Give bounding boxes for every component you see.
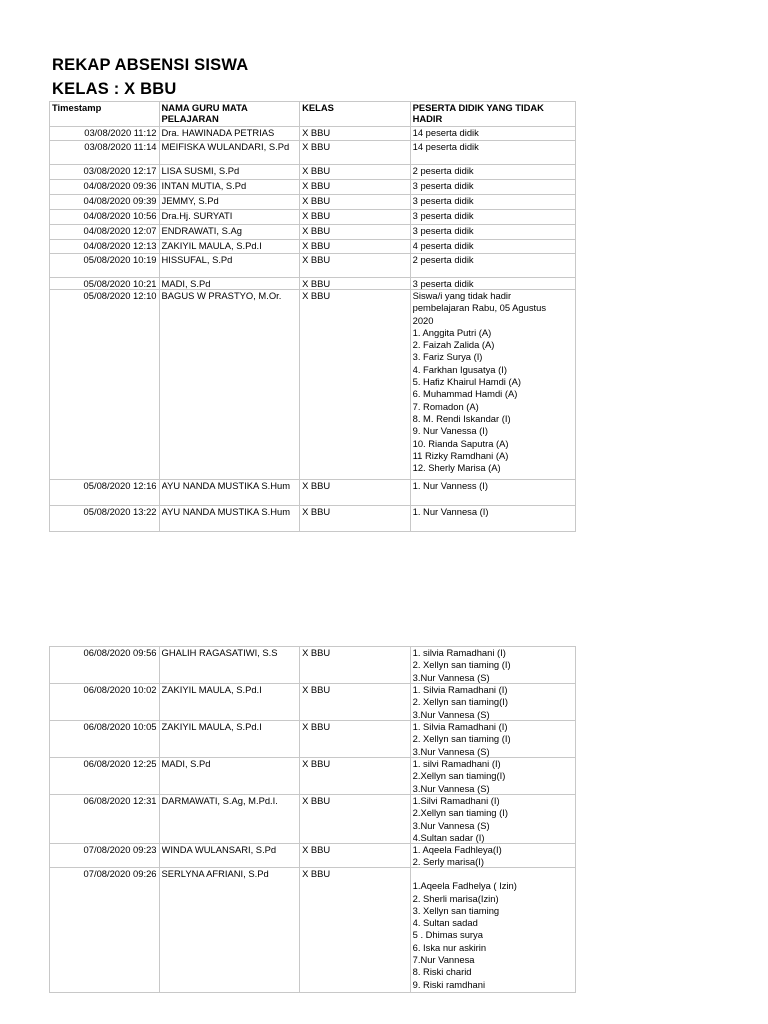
absent-students-cell: 2 peserta didik — [410, 165, 575, 180]
class-cell: X BBU — [300, 844, 411, 868]
absent-students-cell: 3 peserta didik — [410, 225, 575, 240]
absent-students-cell: 2 peserta didik — [410, 254, 575, 278]
class-cell: X BBU — [300, 480, 411, 506]
absent-students-cell: 14 peserta didik — [410, 141, 575, 165]
class-cell: X BBU — [300, 647, 411, 684]
timestamp-cell: 07/08/2020 09:26 — [50, 868, 160, 993]
class-cell: X BBU — [300, 506, 411, 532]
absent-students-cell: Siswa/i yang tidak hadir pembelajaran Rabu, 05 Agustus 2020 1. Anggita Putri (A) 2. Faizah Zalida (A) 3. Fariz Surya (I) 4. Farkhan Igusatya (I) 5. Hafiz Khairul Hamdi (A) 6. Muhammad Hamdi (A) 7. Romadon (A) 8. M. Rendi Iskandar (I) 9. Nur Vanessa (I) 10. Rianda Saputra (A) 11 Rizky Ramdhani (A) 12. Sherly Marisa (A) — [410, 290, 575, 480]
class-cell: X BBU — [300, 165, 411, 180]
teacher-cell: ZAKIYIL MAULA, S.Pd.I — [159, 240, 300, 254]
teacher-cell: Dra.Hj. SURYATI — [159, 210, 300, 225]
timestamp-cell: 06/08/2020 09:56 — [50, 647, 160, 684]
absent-students-cell: 1. silvi Ramadhani (I) 2.Xellyn san tiaming(I) 3.Nur Vannesa (S) — [410, 758, 575, 795]
timestamp-cell: 06/08/2020 12:31 — [50, 795, 160, 844]
teacher-cell: ENDRAWATI, S.Ag — [159, 225, 300, 240]
absent-students-cell: 1. Nur Vanness (I) — [410, 480, 575, 506]
class-cell: X BBU — [300, 127, 411, 141]
table-row — [50, 506, 576, 532]
table-row — [50, 795, 576, 844]
absent-students-cell: 1. Aqeela Fadhleya(I) 2. Serly marisa(I) — [410, 844, 575, 868]
absent-students-cell: 1.Silvi Ramadhani (I) 2.Xellyn san tiaming (I) 3.Nur Vannesa (S) 4.Sultan sadar (I) — [410, 795, 575, 844]
absent-students-cell: 3 peserta didik — [410, 195, 575, 210]
teacher-cell: Dra. HAWINADA PETRIAS — [159, 127, 300, 141]
absent-students-cell: 1. Silvia Ramadhani (I) 2. Xellyn san tiaming (I) 3.Nur Vannesa (S) — [410, 721, 575, 758]
class-cell: X BBU — [300, 684, 411, 721]
teacher-cell: SERLYNA AFRIANI, S.Pd — [159, 868, 300, 993]
absent-students-cell: 1.Aqeela Fadhelya ( Izin) 2. Sherli marisa(Izin) 3. Xellyn san tiaming 4. Sultan sadad 5 . Dhimas surya 6. Iska nur askirin 7.Nur Vannesa 8. Riski charid 9. Riski ramdhani — [410, 868, 575, 993]
teacher-cell: HISSUFAL, S.Pd — [159, 254, 300, 278]
timestamp-cell: 04/08/2020 09:39 — [50, 195, 160, 210]
absent-students-cell: 4 peserta didik — [410, 240, 575, 254]
timestamp-cell: 04/08/2020 10:56 — [50, 210, 160, 225]
teacher-cell: GHALIH RAGASATIWI, S.S — [159, 647, 300, 684]
table-row — [50, 278, 576, 290]
class-cell: X BBU — [300, 290, 411, 480]
timestamp-cell: 06/08/2020 10:05 — [50, 721, 160, 758]
timestamp-cell: 03/08/2020 11:14 — [50, 141, 160, 165]
class-label: KELAS : X BBU — [52, 80, 177, 98]
class-cell: X BBU — [300, 795, 411, 844]
timestamp-cell: 03/08/2020 11:12 — [50, 127, 160, 141]
timestamp-cell: 04/08/2020 09:36 — [50, 180, 160, 195]
timestamp-cell: 04/08/2020 12:13 — [50, 240, 160, 254]
table-row — [50, 721, 576, 758]
timestamp-cell: 03/08/2020 12:17 — [50, 165, 160, 180]
timestamp-cell: 04/08/2020 12:07 — [50, 225, 160, 240]
class-cell: X BBU — [300, 254, 411, 278]
class-cell: X BBU — [300, 210, 411, 225]
class-cell: X BBU — [300, 868, 411, 993]
absent-students-cell: 3 peserta didik — [410, 180, 575, 195]
class-cell: X BBU — [300, 180, 411, 195]
timestamp-cell: 05/08/2020 13:22 — [50, 506, 160, 532]
header-timestamp: Timestamp — [50, 102, 160, 127]
table-row — [50, 127, 576, 141]
class-cell: X BBU — [300, 758, 411, 795]
class-cell: X BBU — [300, 225, 411, 240]
table-row — [50, 165, 576, 180]
teacher-cell: MADI, S.Pd — [159, 278, 300, 290]
absent-students-cell: 3 peserta didik — [410, 210, 575, 225]
header-teacher: NAMA GURU MATA PELAJARAN — [159, 102, 300, 127]
table-row — [50, 195, 576, 210]
timestamp-cell: 07/08/2020 09:23 — [50, 844, 160, 868]
report-title: REKAP ABSENSI SISWA — [52, 56, 249, 74]
teacher-cell: AYU NANDA MUSTIKA S.Hum — [159, 506, 300, 532]
absent-students-cell: 3 peserta didik — [410, 278, 575, 290]
table-body-page-1 — [50, 127, 576, 532]
teacher-cell: DARMAWATI, S.Ag, M.Pd.I. — [159, 795, 300, 844]
table-row — [50, 684, 576, 721]
table-row — [50, 647, 576, 684]
teacher-cell: WINDA WULANSARI, S.Pd — [159, 844, 300, 868]
absent-students-cell: 1. Nur Vannesa (I) — [410, 506, 575, 532]
table-row — [50, 210, 576, 225]
teacher-cell: ZAKIYIL MAULA, S.Pd.I — [159, 721, 300, 758]
teacher-cell: MADI, S.Pd — [159, 758, 300, 795]
class-cell: X BBU — [300, 240, 411, 254]
attendance-table-page-1 — [49, 101, 576, 532]
class-cell: X BBU — [300, 195, 411, 210]
teacher-cell: LISA SUSMI, S.Pd — [159, 165, 300, 180]
timestamp-cell: 05/08/2020 10:19 — [50, 254, 160, 278]
table-row — [50, 844, 576, 868]
class-cell: X BBU — [300, 141, 411, 165]
absent-students-cell: 1. Silvia Ramadhani (I) 2. Xellyn san tiaming(I) 3.Nur Vannesa (S) — [410, 684, 575, 721]
class-cell: X BBU — [300, 278, 411, 290]
table-row — [50, 254, 576, 278]
timestamp-cell: 06/08/2020 12:25 — [50, 758, 160, 795]
timestamp-cell: 05/08/2020 12:10 — [50, 290, 160, 480]
teacher-cell: AYU NANDA MUSTIKA S.Hum — [159, 480, 300, 506]
table-row — [50, 180, 576, 195]
teacher-cell: MEIFISKA WULANDARI, S.Pd — [159, 141, 300, 165]
table-row — [50, 141, 576, 165]
teacher-cell: JEMMY, S.Pd — [159, 195, 300, 210]
table-header-row — [50, 102, 576, 127]
header-class: KELAS — [300, 102, 411, 127]
table-row — [50, 290, 576, 480]
teacher-cell: INTAN MUTIA, S.Pd — [159, 180, 300, 195]
attendance-table-page-2 — [49, 646, 576, 993]
timestamp-cell: 05/08/2020 10:21 — [50, 278, 160, 290]
table-row — [50, 480, 576, 506]
absent-students-cell: 14 peserta didik — [410, 127, 575, 141]
class-cell: X BBU — [300, 721, 411, 758]
absent-students-cell: 1. silvia Ramadhani (I) 2. Xellyn san tiaming (I) 3.Nur Vannesa (S) — [410, 647, 575, 684]
teacher-cell: BAGUS W PRASTYO, M.Or. — [159, 290, 300, 480]
table-row — [50, 240, 576, 254]
header-absent-students: PESERTA DIDIK YANG TIDAK HADIR — [410, 102, 575, 127]
teacher-cell: ZAKIYIL MAULA, S.Pd.I — [159, 684, 300, 721]
timestamp-cell: 05/08/2020 12:16 — [50, 480, 160, 506]
table-row — [50, 225, 576, 240]
table-row — [50, 868, 576, 993]
table-row — [50, 758, 576, 795]
table-body-page-2 — [50, 647, 576, 993]
timestamp-cell: 06/08/2020 10:02 — [50, 684, 160, 721]
